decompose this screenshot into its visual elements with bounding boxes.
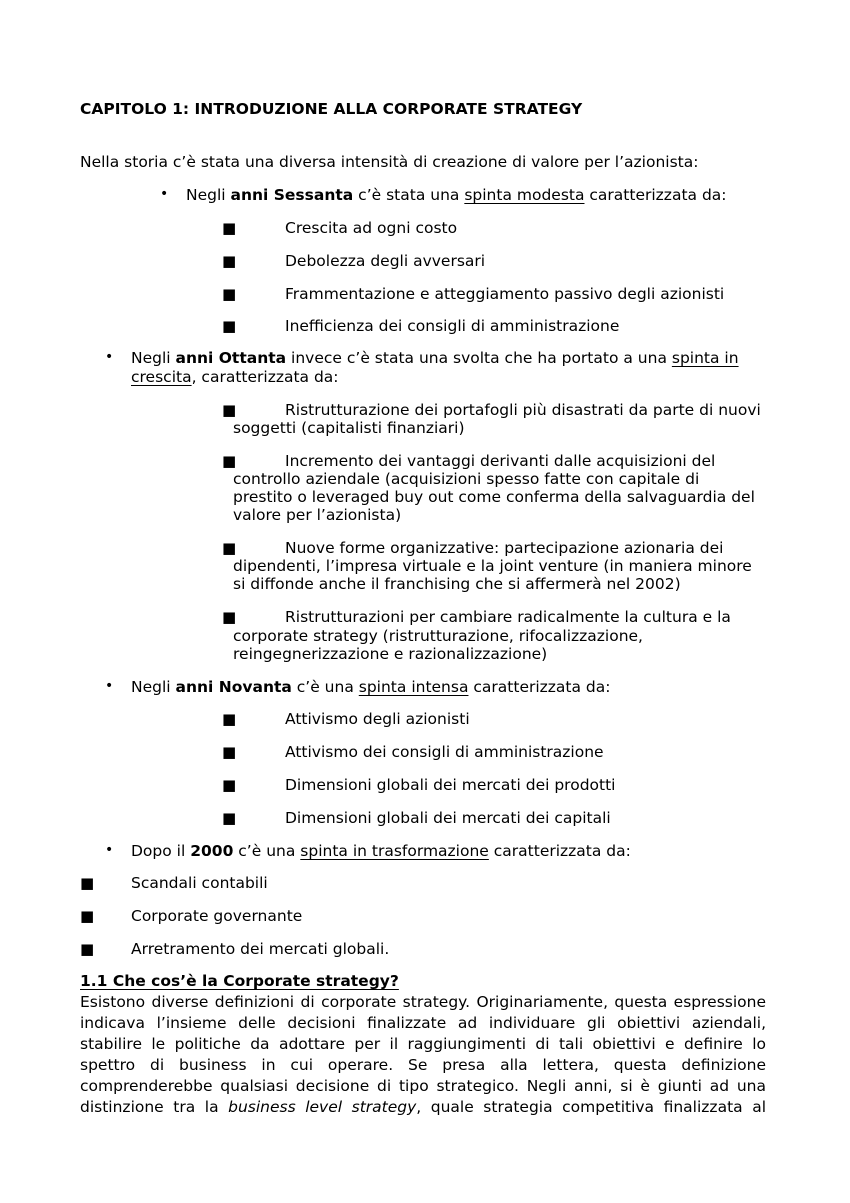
twothousand-item: Arretramento dei mercati globali.: [131, 940, 390, 958]
section-paragraph-line: indicava l’insieme delle decisioni finalizzate ad individuare gli obiettivi aziendali,: [80, 1014, 766, 1032]
square-bullet: ■: [80, 940, 95, 958]
intro-paragraph: Nella storia c’è stata una diversa intensità di creazione di valore per l’azionista:: [80, 153, 699, 171]
text: , quale strategia competitiva finalizzata al: [416, 1098, 766, 1116]
nineties-item: Attivismo dei consigli di amministrazione: [285, 743, 604, 761]
sixties-item: Frammentazione e atteggiamento passivo degli azionisti: [285, 285, 725, 303]
square-bullet: ■: [80, 907, 95, 925]
eighties-item-4-rest: reingegnerizzazione e razionalizzazione): [233, 645, 548, 663]
square-bullet: ■: [222, 317, 237, 335]
text: distinzione tra la: [80, 1098, 229, 1116]
eighties-item-3-first: Nuove forme organizzative: partecipazione azionaria dei: [285, 539, 724, 557]
underlined-text: spinta modesta: [464, 186, 585, 204]
underlined-text: spinta in trasformazione: [300, 842, 489, 860]
square-bullet: ■: [222, 252, 237, 270]
section-paragraph-line: stabilire le politiche da adottare per il raggiungimenti di tali obiettivi e definire lo: [80, 1035, 766, 1053]
twothousand-line: [131, 842, 631, 861]
underlined-text: spinta in: [671, 349, 739, 367]
twothousand-item: Scandali contabili: [131, 874, 268, 892]
square-bullet: ■: [80, 874, 95, 892]
section-heading: 1.1 Che cos’è la Corporate strategy?: [80, 972, 399, 990]
nineties-item: Dimensioni globali dei mercati dei prodotti: [285, 776, 616, 794]
eighties-item-1-first: Ristrutturazione dei portafogli più disastrati da parte di nuovi: [285, 401, 761, 419]
bullet-dot: •: [105, 842, 114, 858]
square-bullet: ■: [222, 608, 237, 626]
bullet-dot: •: [105, 349, 114, 365]
text: Negli: [131, 349, 176, 367]
eighties-item-2-rest: prestito o leveraged buy out come conferma della salvaguardia del: [233, 488, 755, 506]
eighties-line-1: [131, 349, 739, 368]
eighties-item-2-rest: valore per l’azionista): [233, 506, 402, 524]
square-bullet: ■: [222, 219, 237, 237]
bold-text: anni Novanta: [175, 678, 292, 696]
section-paragraph-line-last: [80, 1097, 766, 1118]
eighties-item-3-rest: si diffonde anche il franchising che si affermerà nel 2002): [233, 575, 681, 593]
italic-text: business level strategy: [228, 1098, 417, 1116]
eighties-item-4-rest: corporate strategy (ristrutturazione, rifocalizzazione,: [233, 627, 643, 645]
eighties-line-2: [131, 368, 339, 387]
underlined-text: crescita: [131, 368, 192, 386]
sixties-line: [186, 186, 727, 205]
section-paragraph-line: comprenderebbe qualsiasi decisione di tipo strategico. Negli anni, si è giunti ad una: [80, 1077, 766, 1095]
text: caratterizzata da:: [468, 678, 611, 696]
section-paragraph-line: spettro di business in cui operare. Se presa alla lettera, questa definizione: [80, 1056, 766, 1074]
text: c’è una: [291, 678, 359, 696]
sixties-item: Crescita ad ogni costo: [285, 219, 458, 237]
chapter-heading: CAPITOLO 1: INTRODUZIONE ALLA CORPORATE STRATEGY: [80, 100, 583, 118]
bold-text: anni Ottanta: [175, 349, 287, 367]
eighties-item-1-rest: soggetti (capitalisti finanziari): [233, 419, 465, 437]
bold-text: anni Sessanta: [230, 186, 354, 204]
square-bullet: ■: [222, 776, 237, 794]
eighties-item-3-rest: dipendenti, l’impresa virtuale e la joint venture (in maniera minore: [233, 557, 752, 575]
twothousand-item: Corporate governante: [131, 907, 303, 925]
bold-text: 2000: [190, 842, 234, 860]
bullet-dot: •: [105, 678, 114, 694]
nineties-item: Attivismo degli azionisti: [285, 710, 470, 728]
text: c’è stata una: [353, 186, 465, 204]
nineties-line: [131, 678, 611, 697]
square-bullet: ■: [222, 285, 237, 303]
sixties-item: Debolezza degli avversari: [285, 252, 486, 270]
square-bullet: ■: [222, 809, 237, 827]
square-bullet: ■: [222, 710, 237, 728]
text: Negli: [186, 186, 231, 204]
text: , caratterizzata da:: [191, 368, 339, 386]
eighties-item-4-first: Ristrutturazioni per cambiare radicalmente la cultura e la: [285, 608, 731, 626]
eighties-item-2-rest: controllo aziendale (acquisizioni spesso fatte con capitale di: [233, 470, 700, 488]
section-paragraph-line: Esistono diverse definizioni di corporate strategy. Originariamente, questa espressione: [80, 993, 766, 1011]
underlined-text: spinta intensa: [358, 678, 469, 696]
nineties-item: Dimensioni globali dei mercati dei capitali: [285, 809, 611, 827]
text: caratterizzata da:: [584, 186, 727, 204]
text: Negli: [131, 678, 176, 696]
square-bullet: ■: [222, 452, 237, 470]
sixties-item: Inefficienza dei consigli di amministrazione: [285, 317, 620, 335]
text: invece c’è stata una svolta che ha portato a una: [286, 349, 672, 367]
text: Dopo il: [131, 842, 191, 860]
text: c’è una: [233, 842, 301, 860]
bullet-dot: •: [160, 186, 169, 202]
eighties-item-2-first: Incremento dei vantaggi derivanti dalle acquisizioni del: [285, 452, 716, 470]
square-bullet: ■: [222, 743, 237, 761]
square-bullet: ■: [222, 539, 237, 557]
square-bullet: ■: [222, 401, 237, 419]
text: caratterizzata da:: [488, 842, 631, 860]
